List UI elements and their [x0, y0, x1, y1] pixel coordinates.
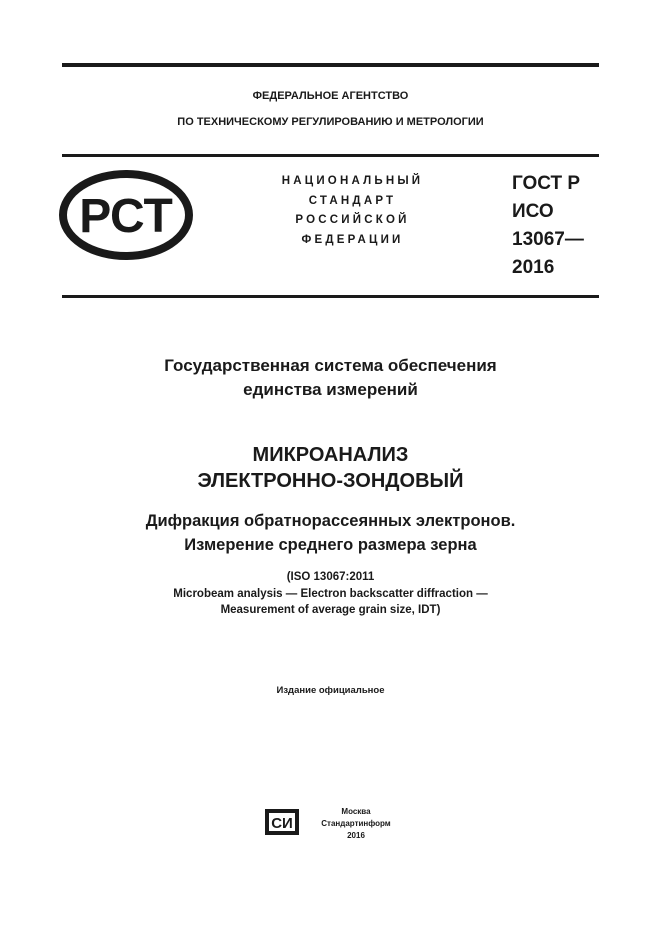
subtitle-line-1: Дифракция обратнорассеянных электронов.	[145, 512, 516, 530]
iso-ref-line-3: Measurement of average grain size, IDT)	[220, 604, 441, 616]
standard-type-line-1: НАЦИОНАЛЬНЫЙ	[281, 175, 424, 187]
iso-ref-line-1: (ISO 13067:2011	[286, 571, 375, 583]
publisher-name: Стандартинформ	[321, 819, 391, 828]
header-rule	[62, 154, 599, 157]
title-line-1: МИКРОАНАЛИЗ	[252, 444, 409, 466]
gost-r-logo	[58, 170, 194, 265]
agency-line-2: ПО ТЕХНИЧЕСКОМУ РЕГУЛИРОВАНИЮ И МЕТРОЛОГИИ	[177, 116, 484, 128]
agency-line-1: ФЕДЕРАЛЬНОЕ АГЕНТСТВО	[252, 90, 409, 102]
title-rule	[62, 295, 599, 298]
subtitle-line-2: Измерение среднего размера зерна	[184, 536, 477, 554]
designation-line-4: 2016	[512, 257, 555, 278]
series-line-1: Государственная система обеспечения	[164, 356, 497, 375]
publisher-logo-text: СИ	[271, 815, 293, 832]
designation-line-1: ГОСТ Р	[512, 173, 581, 194]
title-line-2: ЭЛЕКТРОННО-ЗОНДОВЫЙ	[197, 470, 464, 492]
publisher-year: 2016	[347, 831, 365, 840]
standard-type-line-2: СТАНДАРТ	[308, 195, 397, 207]
edition-note: Издание официальное	[276, 685, 385, 696]
logo-text: РСТ	[79, 190, 173, 243]
standard-type-line-4: ФЕДЕРАЦИИ	[301, 234, 404, 246]
top-rule	[62, 63, 599, 67]
publisher-logo	[264, 808, 300, 841]
publisher-city: Москва	[341, 807, 371, 816]
iso-ref-line-2: Microbeam analysis — Electron backscatter diffraction —	[173, 588, 488, 600]
designation-line-2: ИСО	[512, 201, 554, 222]
designation-line-3: 13067—	[512, 229, 584, 250]
standard-type-line-3: РОССИЙСКОЙ	[295, 214, 410, 226]
series-line-2: единства измерений	[243, 380, 418, 399]
